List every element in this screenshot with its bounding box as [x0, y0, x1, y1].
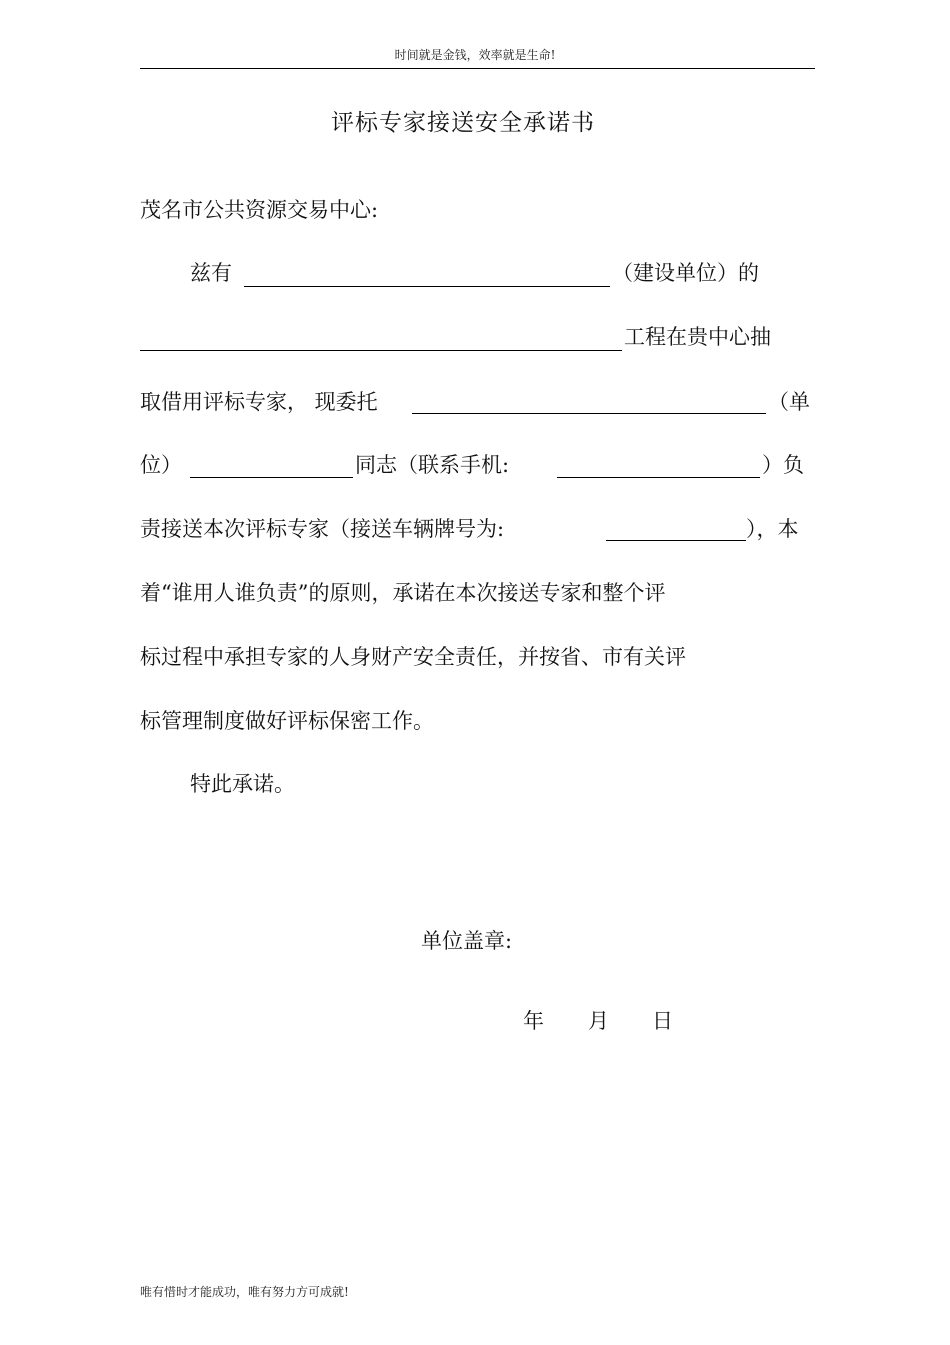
p7-text: 标过程中承担专家的人身财产安全责任，并按省、市有关评: [140, 645, 686, 669]
construction-unit-label: （建设单位）的: [612, 261, 759, 285]
mobile-number-blank[interactable]: [557, 477, 760, 478]
responsible-text: ）负: [762, 453, 804, 477]
entrusted-unit-blank[interactable]: [412, 413, 766, 414]
date-day: 日: [652, 1009, 673, 1033]
p1-prefix: 兹有: [190, 261, 232, 285]
project-name-blank[interactable]: [140, 350, 622, 351]
document-title: 评标专家接送安全承诺书: [331, 110, 595, 136]
page-header-motto: 时间就是金钱，效率就是生命!: [394, 48, 556, 62]
project-label: 工程在贵中心抽: [624, 325, 771, 349]
p6-text: 着“谁用人谁负责”的原则，承诺在本次接送专家和整个评: [140, 581, 666, 605]
seal-label: 单位盖章:: [421, 929, 513, 953]
p3-text: 取借用评标专家， 现委托: [140, 390, 378, 414]
p8-text: 标管理制度做好评标保密工作。: [140, 709, 434, 733]
comrade-name-blank[interactable]: [190, 477, 353, 478]
p5-tail: ），本: [746, 517, 799, 541]
header-rule: [140, 68, 815, 69]
unit-open: （单: [768, 390, 810, 414]
page-footer-motto: 唯有惜时才能成功，唯有努力方可成就!: [140, 1285, 349, 1299]
plate-number-blank[interactable]: [606, 540, 746, 541]
p5-text: 责接送本次评标专家（接送车辆牌号为:: [140, 517, 505, 541]
unit-close: 位）: [140, 453, 182, 477]
closing-text: 特此承诺。: [190, 772, 295, 796]
comrade-label: 同志（联系手机:: [355, 453, 510, 477]
date-month: 月: [588, 1009, 609, 1033]
construction-unit-blank[interactable]: [244, 286, 610, 287]
date-year: 年: [523, 1009, 544, 1033]
addressee: 茂名市公共资源交易中心:: [140, 198, 379, 222]
